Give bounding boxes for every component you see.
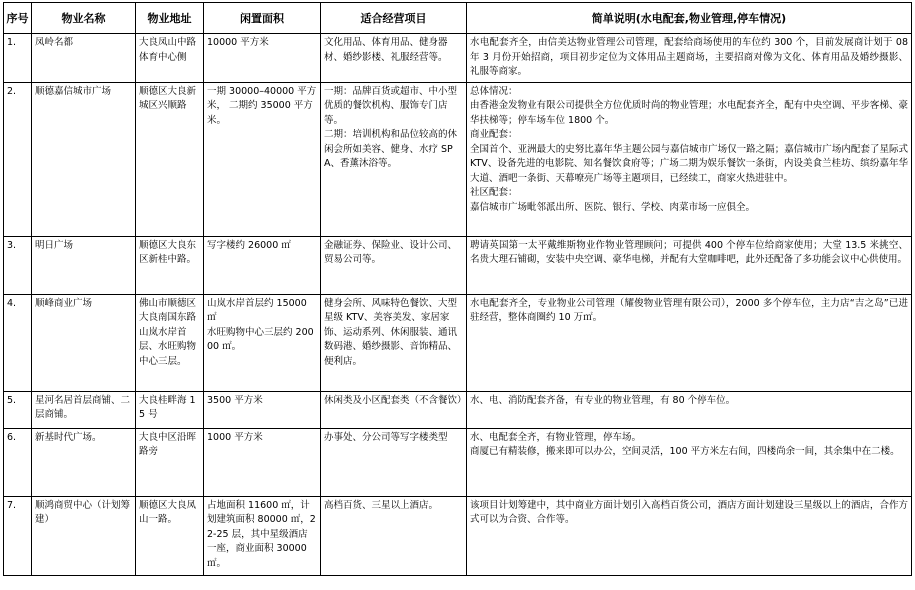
cell-business xyxy=(321,82,467,236)
cell-area-para: 10000 平方米 xyxy=(207,37,269,48)
cell-area-para: 3500 平方米 xyxy=(207,394,263,406)
cell-area-para: 一期 30000–40000 平方米， 二期约 35000 平方米。 xyxy=(207,85,317,126)
cell-desc-para: 嘉信城市广场毗邻派出所、医院、银行、学校、肉菜市场一应俱全。 xyxy=(470,201,756,213)
cell-address: 顺德区大良新城区兴顺路 xyxy=(136,82,204,236)
cell-area-para: 占地面积 11600 ㎡，计划建筑面积 80000 ㎡，22-25 层，其中星级酒店一座，商业面积 30000 ㎡。 xyxy=(207,499,316,569)
cell-business-para: 一期：品牌百货或超市、中小型优质的餐饮机构、服饰专门店等。 xyxy=(324,85,458,126)
cell-area xyxy=(204,391,321,428)
cell-area xyxy=(204,236,321,294)
cell-desc xyxy=(467,236,912,294)
header-no: 序号 xyxy=(4,3,32,34)
cell-business-para: 高档百货、三星以上酒店。 xyxy=(324,499,439,511)
cell-desc-para: 水电配套齐全，由信美达物业管理公司管理，配套给商场使用的车位约 300 个，目前发展商计划于 08 年 3 月份开始招商，项目初步定位为文体用品主题商场，主要招商对像为文化、体育用品及婚纱摄影、礼服等商家。 xyxy=(470,37,908,77)
cell-business-para: 金融证券、保险业、设计公司、贸易公司等。 xyxy=(324,239,458,265)
cell-desc-para: 水电配套齐全，专业物业公司管理（耀俊物业管理有限公司），2000 多个停车位，主力店“吉之岛”已进驻经营，整体商圈约 10 万㎡。 xyxy=(470,297,908,323)
cell-area xyxy=(204,34,321,83)
cell-desc xyxy=(467,34,912,83)
cell-no: 3. xyxy=(4,236,32,294)
table-row xyxy=(4,82,912,236)
cell-desc-para: 商业配套： xyxy=(470,129,518,140)
cell-no: 5. xyxy=(4,391,32,428)
cell-address: 大良凤山中路体育中心侧 xyxy=(136,34,204,83)
cell-area-para: 山岚水岸首层约 15000 ㎡ xyxy=(207,297,307,323)
cell-business-para: 健身会所、风味特色餐饮、大型星级 KTV、美容美发、家居家饰、运动系列、休闲服装、通讯数码港、婚纱摄影、音饰精品、便利店。 xyxy=(324,297,458,367)
cell-no: 1. xyxy=(4,34,32,83)
cell-desc-para: 商厦已有精装修，搬来即可以办公，空间灵活，100 平方米左右间，四楼尚余一间，其余集中在二楼。 xyxy=(470,446,900,457)
property-table xyxy=(3,2,912,576)
cell-business-para: 二期：培训机构和品位较高的休闲会所如美容、健身、水疗 SPA、香薰沐浴等。 xyxy=(324,129,458,169)
cell-address: 佛山市顺德区大良南国东路山岚水岸首层、水旺购物中心三层。 xyxy=(136,294,204,391)
header-business: 适合经营项目 xyxy=(321,3,467,34)
cell-desc xyxy=(467,428,912,496)
table-row xyxy=(4,236,912,294)
cell-desc xyxy=(467,294,912,391)
cell-desc xyxy=(467,82,912,236)
cell-address: 顺德区大良东区新桂中路。 xyxy=(136,236,204,294)
cell-area xyxy=(204,294,321,391)
table-row xyxy=(4,428,912,496)
cell-area-para: 写字楼约 26000 ㎡ xyxy=(207,239,291,251)
cell-no: 7. xyxy=(4,496,32,575)
cell-desc-para: 社区配套： xyxy=(470,187,518,198)
header-row xyxy=(4,3,912,34)
cell-no: 2. xyxy=(4,82,32,236)
cell-area-para: 水旺购物中心三层约 20000 ㎡。 xyxy=(207,326,314,352)
cell-desc-para: 水、电配套全齐，有物业管理，停车场。 xyxy=(470,431,642,443)
cell-business xyxy=(321,428,467,496)
cell-business xyxy=(321,34,467,83)
cell-desc-para: 水、电、消防配套齐备，有专业的物业管理，有 80 个停车位。 xyxy=(470,394,736,406)
cell-name: 明日广场 xyxy=(32,236,136,294)
cell-name: 星河名居首层商铺、二层商铺。 xyxy=(32,391,136,428)
cell-area xyxy=(204,496,321,575)
cell-address: 大良桂畔海 15 号 xyxy=(136,391,204,428)
table-row xyxy=(4,34,912,83)
cell-no: 4. xyxy=(4,294,32,391)
cell-address: 大良中区沿晖路旁 xyxy=(136,428,204,496)
header-name: 物业名称 xyxy=(32,3,136,34)
cell-address: 顺德区大良凤山一路。 xyxy=(136,496,204,575)
cell-name: 新基时代广场。 xyxy=(32,428,136,496)
header-area: 闲置面积 xyxy=(204,3,321,34)
cell-business xyxy=(321,236,467,294)
cell-desc xyxy=(467,391,912,428)
cell-desc-para: 由香港金发物业有限公司提供全方位优质时尚的物业管理；水电配套齐全，配有中央空调、平步客梯、豪华扶梯等；停车场车位 1800 个。 xyxy=(470,100,908,126)
table-row xyxy=(4,391,912,428)
cell-business xyxy=(321,391,467,428)
table-row xyxy=(4,496,912,575)
cell-area xyxy=(204,428,321,496)
cell-area xyxy=(204,82,321,236)
header-address: 物业地址 xyxy=(136,3,204,34)
table-row xyxy=(4,294,912,391)
cell-name: 顺鸿商贸中心（计划筹建） xyxy=(32,496,136,575)
cell-desc-para: 总体情况： xyxy=(470,85,518,97)
cell-desc xyxy=(467,496,912,575)
cell-business-para: 办事处、分公司等写字楼类型 xyxy=(324,431,448,443)
header-desc: 简单说明(水电配套,物业管理,停车情况) xyxy=(467,3,912,34)
cell-business-para: 文化用品、体育用品、健身器材、婚纱影楼、礼服经营等。 xyxy=(324,37,448,63)
cell-business xyxy=(321,294,467,391)
cell-business xyxy=(321,496,467,575)
cell-name: 凤岭名都 xyxy=(32,34,136,83)
cell-name: 顺峰商业广场 xyxy=(32,294,136,391)
cell-name: 顺德嘉信城市广场 xyxy=(32,82,136,236)
cell-desc-para: 该项目计划筹建中，其中商业方面计划引入高档百货公司，酒店方面计划建设三星级以上的酒店，合作方式可以为合资、合作等。 xyxy=(470,499,908,525)
cell-no: 6. xyxy=(4,428,32,496)
cell-area-para: 1000 平方米 xyxy=(207,431,263,443)
cell-business-para: 休闲类及小区配套类（不含餐饮） xyxy=(324,394,467,406)
cell-desc-para: 聘请英国第一太平戴维斯物业作物业管理顾问；可提供 400 个停车位给商家使用；大堂 13.5 米挑空、名贵大理石铺砌，安装中央空调、豪华电梯，并配有大堂咖啡吧，此外还配备了多功能会议中心供使用。 xyxy=(470,239,908,265)
cell-desc-para: 全国首个、亚洲最大的史努比嘉年华主题公园与嘉信城市广场仅一路之隔；嘉信城市广场内配套了星际式 KTV、设备先进的电影院、知名餐饮食府等；广场二期为娱乐餐饮一条街，内设美食兰桂坊、缤纷嘉年华大道、酒吧一条街、天幕嘹亮广场等主题项目，已经续工，商家火热进驻中。 xyxy=(470,143,908,184)
